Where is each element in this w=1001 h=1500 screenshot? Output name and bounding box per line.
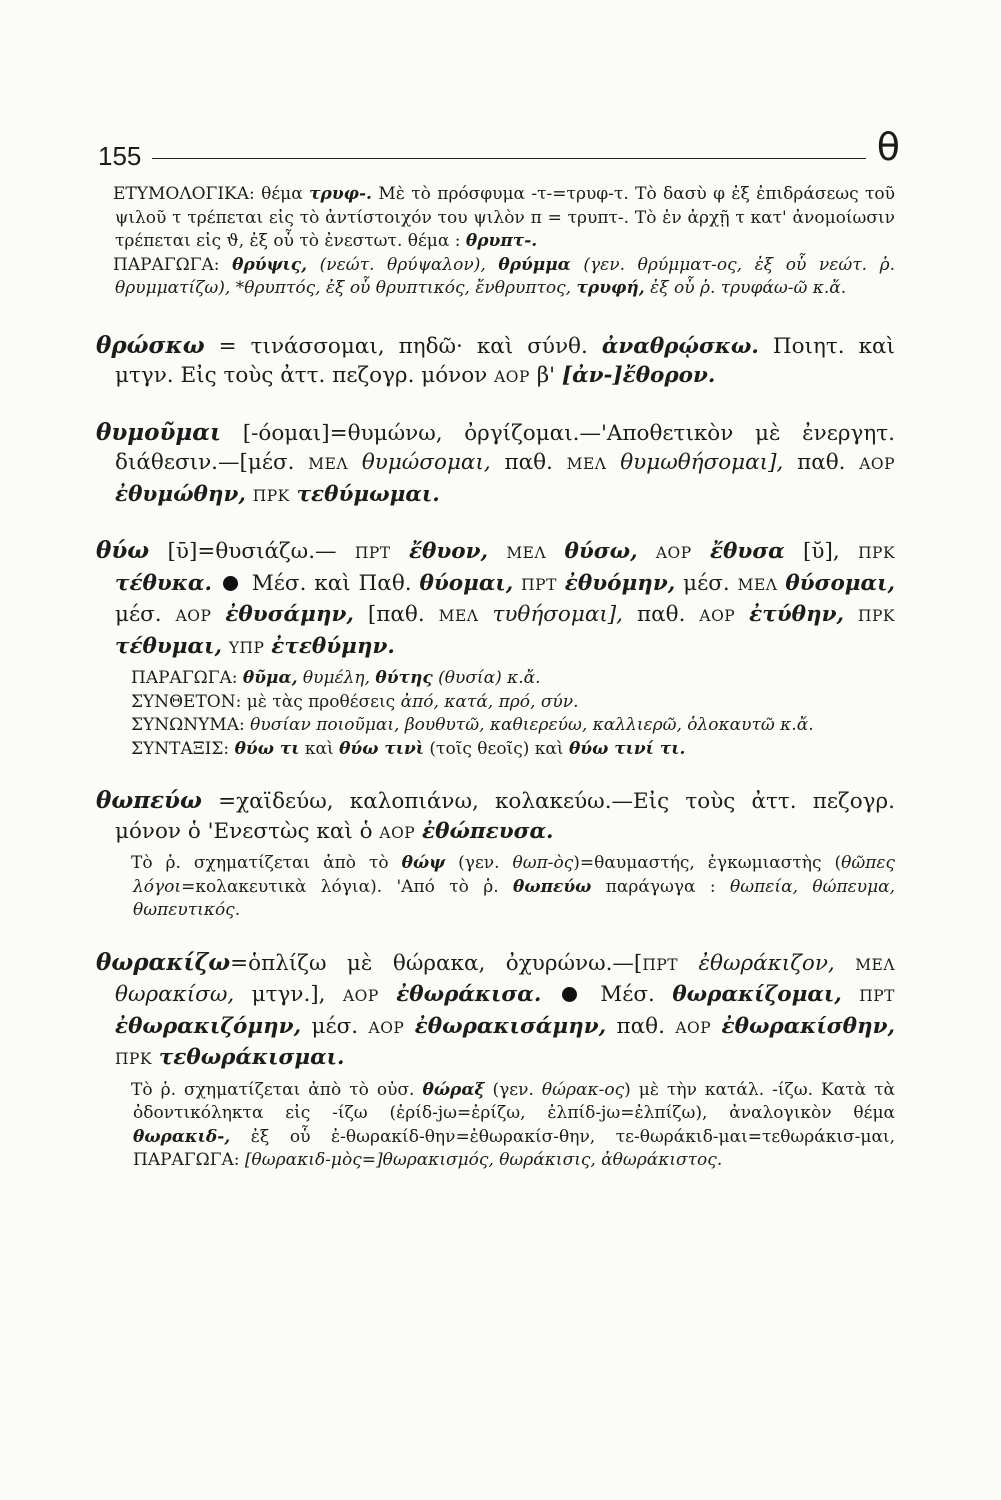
thyo-synonyms: ΣΥΝΩΝΥΜΑ: θυσίαν ποιοῦμαι, βουθυτῶ, καθιερεύω, καλλιερῶ, ὁλοκαυτῶ κ.ἄ.: [131, 715, 814, 735]
entry-thymoumai: [96, 418, 896, 512]
etymology-paragraph: ΕΤΥΜΟΛΟΓΙΚΑ: θέμα τρυφ-. Μὲ τὸ πρόσφυμα -τ-=τρυφ-τ. Τὸ δασὺ φ ἐξ ἐπιδράσεως τοῦ ψιλοῦ τ τρέπεται εἰς τὸ ἀντίστοιχόν του ψιλὸν π = τρυπτ-. Τὸ ἐν ἀρχῇ τ κατ' ἀνομοίωσιν τρέπεται εἰς ϑ, ἐξ οὗ τὸ ἐνεστωτ. θέμα : θρυπτ-.: [113, 184, 896, 251]
entry-thyo-text: θύω [ῡ]=θυσιάζω.— ΠΡΤ ἔθυον, ΜΕΛ θύσω, ΑΟΡ ἔθυσα [ῠ], ΠΡΚ τέθυκα. Μέσ. καὶ Παθ. θύομαι, ΠΡΤ ἐθυόμην, μέσ. ΜΕΛ θύσομαι, μέσ. ΑΟΡ ἐθυσάμην, [παθ. ΜΕΛ τυθήσομαι], παθ. ΑΟΡ ἐτύθην, ΠΡΚ τέθυμαι, ΥΠΡ ἐτεθύμην.: [96, 537, 896, 659]
section-letter: θ: [876, 125, 900, 169]
entry-throsko-text: θρώσκω = τινάσσομαι, πηδῶ· καὶ σύνθ. ἀναθρῴσκω. Ποιητ. καὶ μτγν. Εἰς τοὺς ἀττ. πεζογρ. μόνον ΑΟΡ β' [ἀν-]ἔθορον.: [96, 331, 895, 388]
entry-thymoumai-text: θυμοῦμαι [-όομαι]=θυμώνω, ὀργίζομαι.—'Αποθετικὸν μὲ ἐνεργητ. διάθεσιν.—[μέσ. ΜΕΛ θυμώσομαι, παθ. ΜΕΛ θυμωθήσομαι], παθ. ΑΟΡ ἐθυμώθην, ΠΡΚ τεθύμωμαι.: [96, 418, 896, 507]
thyo-syntax: ΣΥΝΤΑΞΙΣ: θύω τι καὶ θύω τινὶ (τοῖς θεοῖς) καὶ θύω τινί τι.: [131, 738, 686, 759]
lemma-thorakizo: θωρακίζω: [96, 948, 231, 976]
lemma-thymoumai: θυμοῦμαι: [96, 418, 222, 446]
entry-thopeuo: [96, 786, 896, 923]
thopeuo-note: Τὸ ῥ. σχηματίζεται ἀπὸ τὸ θώψ (γεν. θωπ-ὸς)=θαυμαστής, ἐγκωμιαστὴς (θῶπες λόγοι=κολακευτικὰ λόγια). 'Από τὸ ῥ. θωπεύω παράγωγα : θωπεία, θώπευμα, θωπευτικός.: [131, 853, 896, 920]
page-header: [98, 125, 900, 174]
entry-thorakizo: [96, 948, 896, 1173]
header-rule: [152, 158, 866, 159]
bullet-icon: [562, 987, 577, 1002]
thorakizo-note: Τὸ ῥ. σχηματίζεται ἀπὸ τὸ οὐσ. θώραξ (γεν. θώρακ-ος) μὲ τὴν κατάλ. -ίζω. Κατὰ τὰ ὀδοντικόληκτα εἰς -ίζω (ἐρίδ-jω=ἐρίζω, ἐλπίδ-jω=ἐλπίζω), ἀναλογικὸν θέμα θωρακιδ-, ἐξ οὗ ἐ-θωρακίδ-θην=ἐθωρακίσ-θην, τε-θωράκιδ-μαι=τεθωράκισ-μαι, ΠΑΡΑΓΩΓΑ: [θωρακιδ-μὸς=]θωρακισμός, θωράκισις, ἀθωράκιστος.: [131, 1079, 896, 1170]
lemma-throsko: θρώσκω: [96, 331, 205, 359]
etymology-note: [115, 183, 895, 301]
entry-throsko: [96, 331, 895, 393]
page-content: [96, 183, 896, 1198]
lemma-thyo: θύω: [96, 537, 150, 564]
entry-thyo: [96, 536, 896, 761]
derived-label: ΠΑΡΑΓΩΓΑ:: [113, 254, 220, 275]
thyo-derived: ΠΑΡΑΓΩΓΑ: θῦμα, θυμέλη, θύτης (θυσία) κ.ἄ.: [131, 668, 541, 688]
etymology-label: ΕΤΥΜΟΛΟΓΙΚΑ:: [113, 184, 255, 204]
entry-thopeuo-text: θωπεύω =χαϊδεύω, καλοπιάνω, κολακεύω.—Εἰς τοὺς ἀττ. πεζογρ. μόνον ὁ 'Ενεστὼς καὶ ὁ ΑΟΡ ἐθώπευσα.: [96, 787, 895, 844]
lemma-thopeuo: θωπεύω: [96, 787, 202, 814]
etymology-stem: τρυφ-.: [309, 184, 372, 204]
bullet-icon: [223, 576, 238, 591]
etymology-derived: ΠΑΡΑΓΩΓΑ: θρύψις, (νεώτ. θρύψαλον), θρύμμα (γεν. θρύμματ-ος, ἐξ οὗ νεώτ. ῥ. θρυμματίζω), *θρυπτός, ἐξ οὗ θρυπτικός, ἔνθρυπτος, τρυφή, ἐξ οὗ ῥ. τρυφάω-ῶ κ.ἄ.: [113, 254, 896, 298]
page-number: 155: [98, 141, 142, 171]
entry-thorakizo-text: θωρακίζω=ὁπλίζω μὲ θώρακα, ὀχυρώνω.—[ΠΡΤ ἐθωράκιζον, ΜΕΛ θωρακίσω, μτγν.], ΑΟΡ ἐθωράκισα. Μέσ. θωρακίζομαι, ΠΡΤ ἐθωρακιζόμην, μέσ. ΑΟΡ ἐθωρακισάμην, παθ. ΑΟΡ ἐθωρακίσθην, ΠΡΚ τεθωράκισμαι.: [96, 948, 896, 1070]
thyo-compound: ΣΥΝΘΕΤΟΝ: μὲ τὰς προθέσεις ἀπό, κατά, πρό, σύν.: [131, 691, 579, 712]
